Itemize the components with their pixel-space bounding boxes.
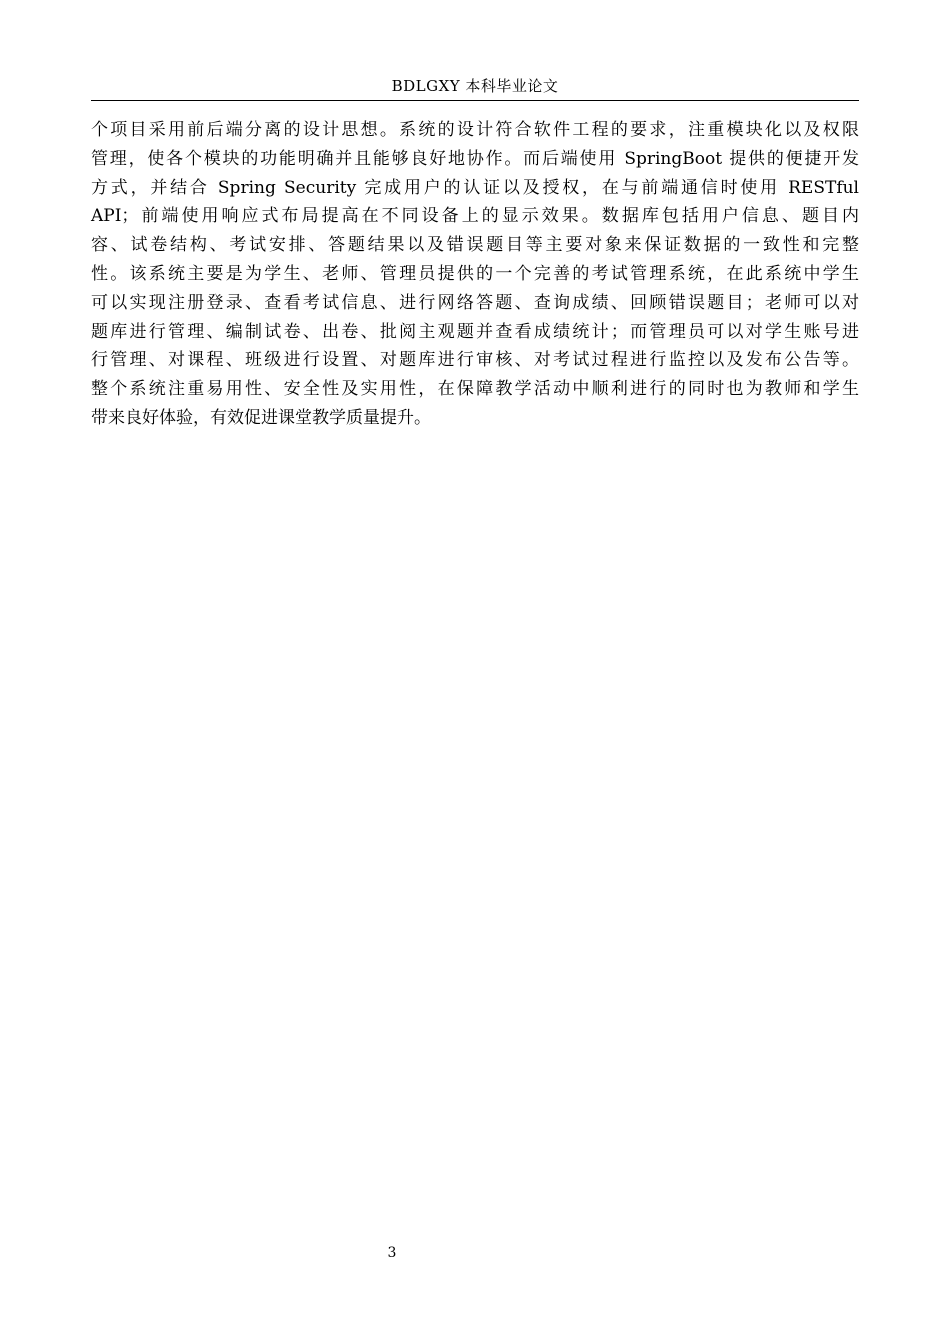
page-number: 3	[387, 1245, 397, 1261]
text-line: 性。该系统主要是为学生、老师、管理员提供的一个完善的考试管理系统，在此系统中学生	[91, 263, 859, 284]
body-paragraph	[91, 116, 859, 433]
text-line: 容、试卷结构、考试安排、答题结果以及错误题目等主要对象来保证数据的一致性和完整	[91, 235, 859, 256]
running-header: BDLGXY 本科毕业论文	[391, 77, 559, 95]
text-line: 带来良好体验，有效促进课堂教学质量提升。	[91, 407, 431, 428]
text-line: 整个系统注重易用性、安全性及实用性，在保障教学活动中顺利进行的同时也为教师和学生	[91, 379, 859, 400]
text-line: 题库进行管理、编制试卷、出卷、批阅主观题并查看成绩统计；而管理员可以对学生账号进	[91, 321, 859, 342]
text-line: 可以实现注册登录、查看考试信息、进行网络答题、查询成绩、回顾错误题目；老师可以对	[91, 292, 859, 313]
text-line: 管理，使各个模块的功能明确并且能够良好地协作。而后端使用 SpringBoot 提供的便捷开发	[91, 148, 859, 169]
text-line: API；前端使用响应式布局提高在不同设备上的显示效果。数据库包括用户信息、题目内	[91, 206, 859, 227]
header-divider	[91, 100, 859, 101]
text-line: 方式，并结合 Spring Security 完成用户的认证以及授权，在与前端通信时使用 RESTful	[91, 177, 859, 198]
text-line: 行管理、对课程、班级进行设置、对题库进行审核、对考试过程进行监控以及发布公告等。	[91, 350, 859, 371]
text-line: 个项目采用前后端分离的设计思想。系统的设计符合软件工程的要求，注重模块化以及权限	[91, 120, 859, 140]
